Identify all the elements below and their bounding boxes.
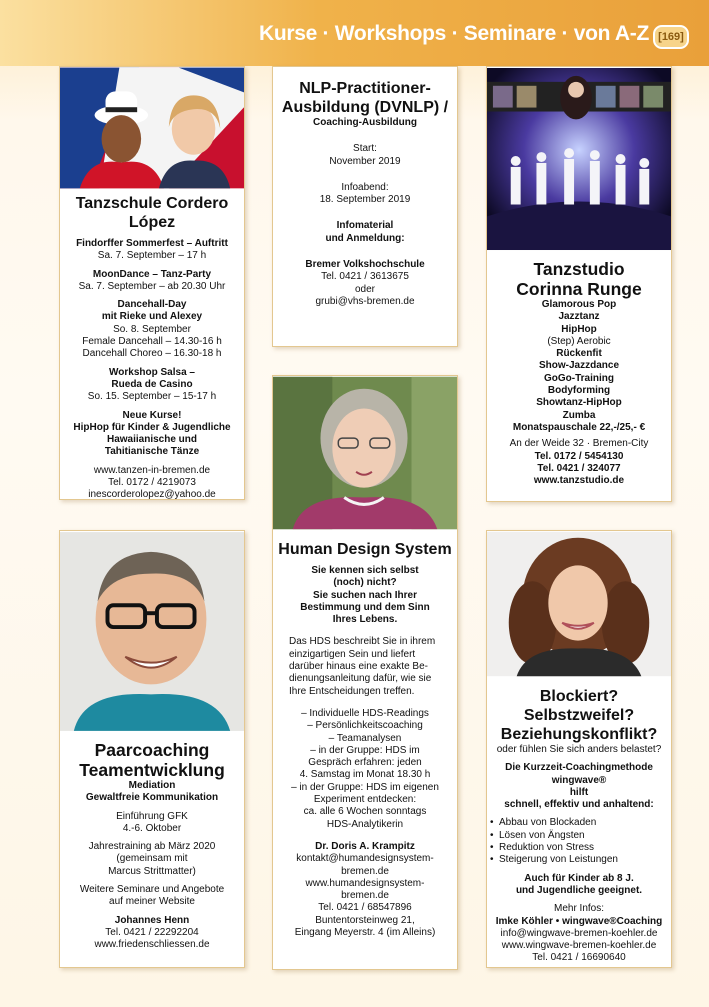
- card-subtitle: Gewaltfreie Kommunikation: [85, 792, 219, 804]
- event-title: Rueda de Casino: [111, 378, 193, 390]
- event-title: HipHop für Kinder & Jugendliche: [73, 421, 231, 433]
- service-item: 4. Samstag im Monat 18.30 h: [299, 769, 431, 781]
- description-line: Das HDS beschreibt Sie in ihrem: [289, 636, 436, 648]
- card-title: Teamentwicklung: [79, 760, 225, 780]
- class-list-item: Jazztanz: [558, 311, 600, 323]
- phone: Tel. 0421 / 22292204: [105, 926, 199, 938]
- contact-name: Dr. Doris A. Krampitz: [315, 840, 415, 852]
- phone: Tel. 0172 / 4219073: [108, 477, 196, 489]
- info-date: 18. September 2019: [319, 194, 411, 206]
- photo-woman-portrait: [273, 376, 457, 530]
- card-title: NLP-Practitioner-: [299, 80, 431, 97]
- description-line: darüber hinaus eine exakte Be-: [289, 661, 428, 673]
- website-link[interactable]: bremen.de: [341, 890, 389, 902]
- class-list-item: Zumba: [562, 409, 596, 421]
- card-title: Corinna Runge: [516, 279, 642, 299]
- website-link[interactable]: www.wingwave-bremen-koehler.de: [501, 940, 657, 952]
- phone: Tel. 0172 / 5454130: [534, 450, 624, 462]
- benefit-item: • Reduktion von Stress: [487, 842, 671, 854]
- photo-man-portrait: [60, 531, 244, 732]
- website-link[interactable]: www.humandesignsystem-: [305, 877, 425, 889]
- offer-line: Einführung GFK: [116, 810, 188, 822]
- address: Eingang Meyerstr. 4 (im Alleins): [294, 927, 436, 939]
- service-item: HDS-Analytikerin: [326, 818, 404, 830]
- class-list-item: (Step) Aerobic: [547, 335, 611, 347]
- service-item: ca. alle 6 Wochen sonntags: [303, 806, 427, 818]
- card-paarcoaching: [59, 530, 245, 968]
- audience-line: Auch für Kinder ab 8 J.: [524, 872, 634, 884]
- class-list-item: Glamorous Pop: [541, 299, 617, 310]
- event-title: mit Rieke und Alexey: [101, 311, 203, 323]
- class-list-item: Rückenfit: [556, 348, 602, 360]
- event-date: Sa. 7. September – ab 20.30 Uhr: [78, 280, 226, 292]
- class-list-item: Showtanz-HipHop: [536, 397, 622, 409]
- phone: Tel. 0421 / 16690640: [532, 952, 626, 964]
- event-detail: Female Dancehall – 14.30-16 h: [82, 336, 222, 348]
- card-wingwave-coaching: [486, 530, 672, 968]
- material-label: und Anmeldung:: [325, 232, 405, 244]
- event-title: Workshop Salsa –: [109, 366, 195, 378]
- event-title: Tahitianische Tänze: [104, 446, 200, 458]
- card-title: Human Design System: [278, 541, 452, 558]
- service-item: – Teamanalysen: [328, 732, 402, 744]
- info-label: Mehr Infos:: [553, 903, 605, 915]
- offer-line: (gemeinsam mit: [116, 853, 188, 865]
- card-title: Tanzstudio: [533, 259, 625, 279]
- event-detail: Dancehall Choreo – 16.30-18 h: [82, 348, 222, 360]
- event-title: Findorffer Sommerfest – Auftritt: [76, 238, 228, 249]
- contact-name: Imke Köhler • wingwave®Coaching: [495, 915, 663, 927]
- class-list-item: Bodyforming: [547, 385, 611, 397]
- phone: Tel. 0421 / 324077: [537, 462, 621, 474]
- description-line: Ihre Entscheidungen treffen.: [289, 685, 415, 697]
- question-line: oder fühlen Sie sich anders belastet?: [496, 744, 662, 755]
- event-title: Hawaiianische und: [106, 434, 198, 446]
- email-link[interactable]: kontakt@humandesignsystem-: [296, 853, 434, 865]
- email-link[interactable]: info@wingwave-bremen-koehler.de: [500, 927, 658, 939]
- offer-line: Jahrestraining ab März 2020: [88, 841, 216, 853]
- intro-question: Sie suchen nach Ihrer: [313, 589, 417, 601]
- card-tanzstudio: [486, 66, 672, 502]
- intro-question: Sie kennen sich selbst: [311, 565, 419, 576]
- audience-line: und Jugendliche geeignet.: [515, 884, 643, 896]
- intro-question: Bestimmung und dem Sinn: [300, 601, 430, 613]
- service-item: Gespräch erfahren: jeden: [308, 757, 422, 769]
- card-title: Paarcoaching: [94, 740, 210, 760]
- card-title: Ausbildung (DVNLP) /: [281, 99, 449, 116]
- event-date: So. 15. September – 15-17 h: [87, 391, 217, 403]
- service-item: Experiment entdecken:: [313, 794, 417, 806]
- phone: Tel. 0421 / 3613675: [321, 271, 409, 283]
- benefit-item: • Abbau von Blockaden: [487, 817, 671, 829]
- page-number-badge: [169]: [653, 25, 689, 49]
- method-line: schnell, effektiv und anhaltend:: [504, 799, 654, 811]
- material-label: Infomaterial: [336, 220, 394, 232]
- method-line: Die Kurzzeit-Coachingmethode: [505, 762, 653, 774]
- photo-woman-curly-portrait: [487, 531, 671, 677]
- class-list-item: Show-Jazzdance: [538, 360, 620, 372]
- organization: Bremer Volkshochschule: [305, 259, 425, 271]
- card-subtitle: Coaching-Ausbildung: [313, 117, 417, 128]
- description-line: dienungsanleitung dafür, wie sie: [289, 673, 432, 685]
- page-title: Kurse · Workshops · Seminare · von A-Z: [259, 22, 649, 45]
- website-link[interactable]: www.tanzstudio.de: [533, 475, 625, 487]
- description-line: einzigartigen Sein und liefert: [289, 648, 416, 660]
- event-title: Dancehall-Day: [117, 299, 187, 311]
- benefit-item: • Lösen von Ängsten: [487, 830, 671, 842]
- address: Buntentorsteinweg 21,: [315, 914, 415, 926]
- intro-question: (noch) nicht?: [333, 577, 397, 589]
- offer-line: Weitere Seminare und Angebote: [79, 884, 225, 896]
- header-bar: [0, 0, 709, 66]
- intro-question: Ihres Lebens.: [332, 614, 398, 626]
- service-item: – in der Gruppe: HDS im eigenen: [291, 781, 439, 793]
- offer-line: 4.-6. Oktober: [122, 822, 182, 834]
- email-link[interactable]: grubi@vhs-bremen.de: [315, 295, 415, 307]
- website-link[interactable]: www.friedenschliessen.de: [94, 939, 210, 951]
- start-date: November 2019: [329, 155, 401, 167]
- card-title: Tanzschule Cordero López: [75, 195, 229, 231]
- card-tanzschule: [59, 66, 245, 500]
- card-nlp: [272, 66, 458, 347]
- info-label: Infoabend:: [341, 181, 389, 193]
- card-title: Blockiert? Selbstzweifel?: [523, 688, 635, 724]
- offer-line: Marcus Strittmatter): [108, 865, 196, 877]
- class-list-item: GoGo-Training: [544, 372, 614, 384]
- service-item: – Individuelle HDS-Readings: [301, 707, 429, 719]
- offer-line: auf meiner Website: [109, 896, 195, 908]
- event-title: MoonDance – Tanz-Party: [92, 268, 212, 280]
- event-date: So. 8. September: [113, 323, 191, 335]
- email-link[interactable]: bremen.de: [341, 865, 389, 877]
- service-item: – in der Gruppe: HDS im: [310, 744, 420, 756]
- card-human-design: [272, 375, 458, 970]
- email-link[interactable]: inescorderolopez@yahoo.de: [88, 489, 216, 500]
- start-label: Start:: [353, 143, 377, 155]
- photo-show-stage: [487, 67, 671, 251]
- method-line: wingwave®: [551, 774, 607, 786]
- price: Monatspauschale 22,-/25,- €: [512, 421, 646, 433]
- card-title: Beziehungskonflikt?: [500, 726, 658, 743]
- phone: Tel. 0421 / 68547896: [318, 902, 412, 914]
- photo-dance-couple: [60, 67, 244, 189]
- benefit-item: • Steigerung von Leistungen: [487, 854, 671, 866]
- contact-name: Johannes Henn: [114, 914, 190, 926]
- service-item: – Persönlichkeitscoaching: [307, 720, 423, 732]
- website-link[interactable]: www.tanzen-in-bremen.de: [93, 464, 211, 476]
- card-subtitle: Mediation: [128, 780, 176, 791]
- event-date: Sa. 7. September – 17 h: [97, 250, 207, 262]
- address: An der Weide 32 · Bremen-City: [509, 438, 649, 450]
- method-line: hilft: [569, 786, 589, 798]
- class-list-item: HipHop: [561, 323, 597, 335]
- event-title: Neue Kurse!: [122, 409, 182, 421]
- or-text: oder: [354, 283, 375, 295]
